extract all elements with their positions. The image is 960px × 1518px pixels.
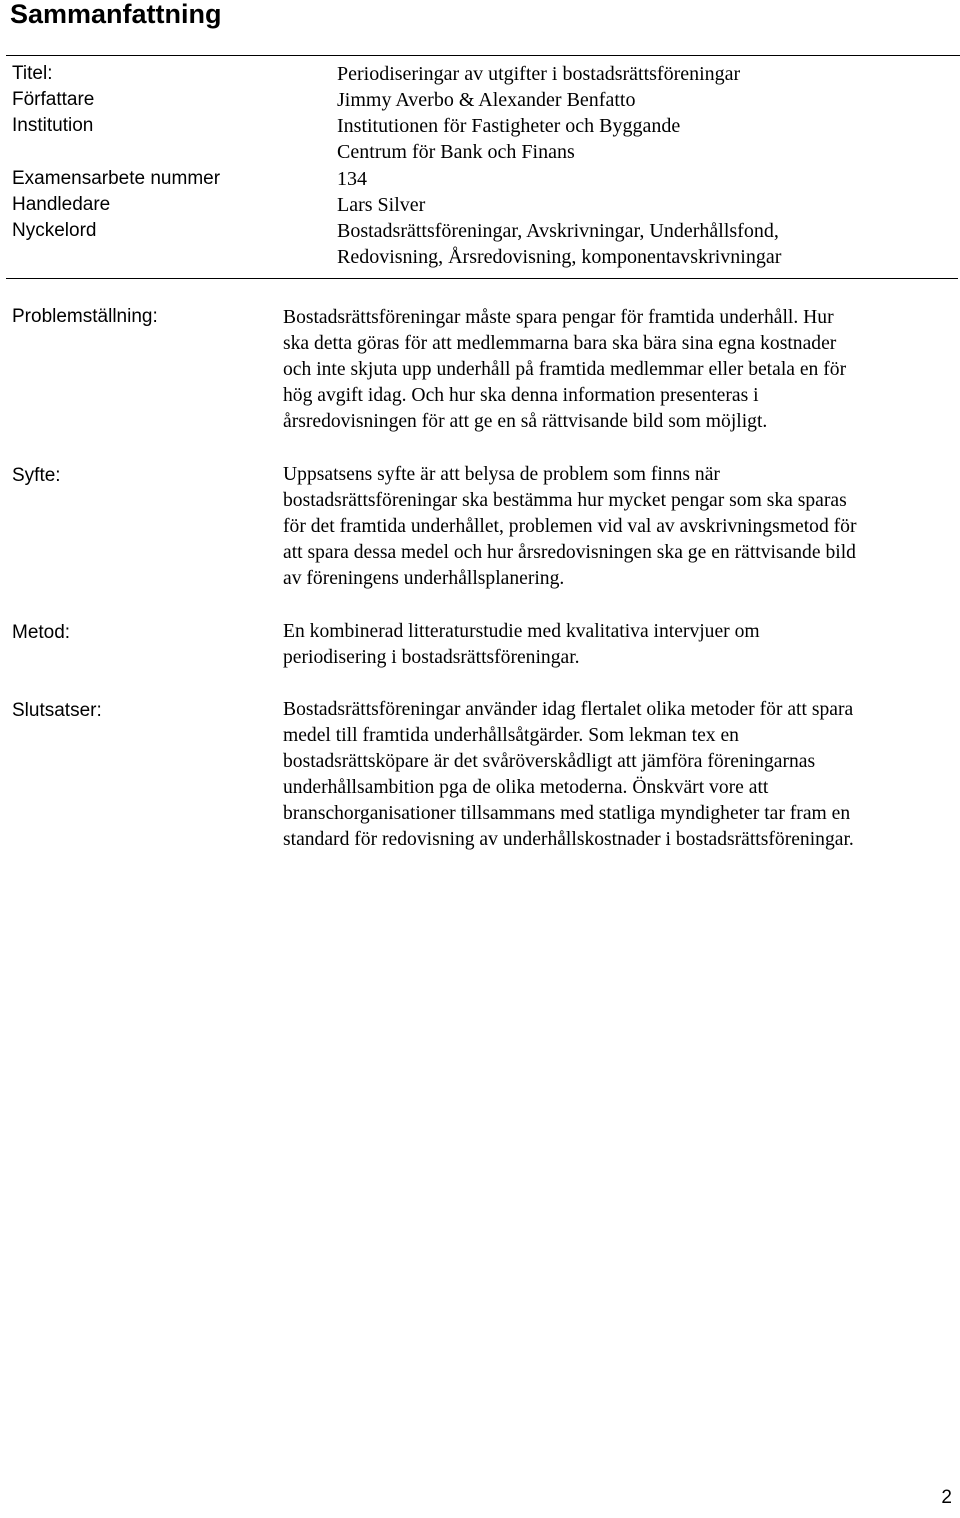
conclusions-line: medel till framtida underhållsåtgärder. Som lekman tex en — [283, 725, 739, 746]
conclusions-line: Bostadsrättsföreningar använder idag flertalet olika metoder för att spara — [283, 699, 854, 720]
title-label: Titel: — [12, 63, 53, 84]
supervisor-label: Handledare — [12, 194, 111, 215]
thesis-number-value: 134 — [337, 168, 367, 190]
conclusions-text — [283, 697, 955, 853]
institution-value-2: Centrum för Bank och Finans — [337, 141, 575, 163]
purpose-line: bostadsrättsföreningar ska bestämma hur mycket pengar som ska sparas — [283, 490, 847, 511]
conclusions-label: Slutsatser: — [12, 700, 102, 721]
problem-line: Bostadsrättsföreningar måste spara pengar för framtida underhåll. Hur — [283, 307, 834, 328]
conclusions-line: underhållsambition pga de olika metoderna. Önskvärt vore att — [283, 777, 769, 798]
problem-line: ska detta göras för att medlemmarna bara ska bära sina egna kostnader — [283, 333, 837, 354]
supervisor-value: Lars Silver — [337, 194, 426, 216]
problem-line: hög avgift idag. Och hur ska denna information presenteras i — [283, 385, 759, 406]
keywords-label: Nyckelord — [12, 220, 97, 241]
thesis-number-label: Examensarbete nummer — [12, 168, 221, 189]
institution-label: Institution — [12, 115, 94, 136]
problem-line: och inte skjuta upp underhåll på framtida medlemmar eller betala en för — [283, 359, 847, 380]
method-label: Metod: — [12, 622, 71, 643]
title-value: Periodiseringar av utgifter i bostadsrättsföreningar — [337, 63, 741, 85]
page-number: 2 — [941, 1487, 952, 1508]
bottom-divider — [6, 278, 958, 279]
institution-value: Institutionen för Fastigheter och Byggande — [337, 115, 681, 137]
page-heading: Sammanfattning — [10, 0, 222, 29]
purpose-line: Uppsatsens syfte är att belysa de problem som finns när — [283, 464, 720, 485]
conclusions-line: standard för redovisning av underhållskostnader i bostadsrättsföreningar. — [283, 829, 854, 850]
method-line: En kombinerad litteraturstudie med kvalitativa intervjuer om — [283, 621, 760, 642]
keywords-value: Bostadsrättsföreningar, Avskrivningar, Underhållsfond, — [337, 220, 779, 242]
author-value: Jimmy Averbo & Alexander Benfatto — [337, 89, 636, 111]
purpose-line: av föreningens underhållsplanering. — [283, 568, 565, 589]
method-text — [283, 619, 955, 671]
problem-label: Problemställning: — [12, 306, 158, 327]
conclusions-line: branschorganisationer tillsammans med statliga myndigheter tar fram en — [283, 803, 851, 824]
problem-line: årsredovisningen för att ge en så rättvisande bild som möjligt. — [283, 411, 768, 432]
problem-text — [283, 305, 955, 435]
purpose-text — [283, 462, 955, 592]
keywords-value-2: Redovisning, Årsredovisning, komponentavskrivningar — [337, 246, 782, 268]
purpose-line: för det framtida underhållet, problemen vid val av avskrivningsmetod för — [283, 516, 857, 537]
top-divider — [6, 55, 960, 56]
purpose-label: Syfte: — [12, 465, 61, 486]
conclusions-line: bostadsrättsköpare är det svåröverskådligt att jämföra föreningarnas — [283, 751, 816, 772]
method-line: periodisering i bostadsrättsföreningar. — [283, 647, 580, 668]
author-label: Författare — [12, 89, 95, 110]
purpose-line: att spara dessa medel och hur årsredovisningen ska ge en rättvisande bild — [283, 542, 856, 563]
